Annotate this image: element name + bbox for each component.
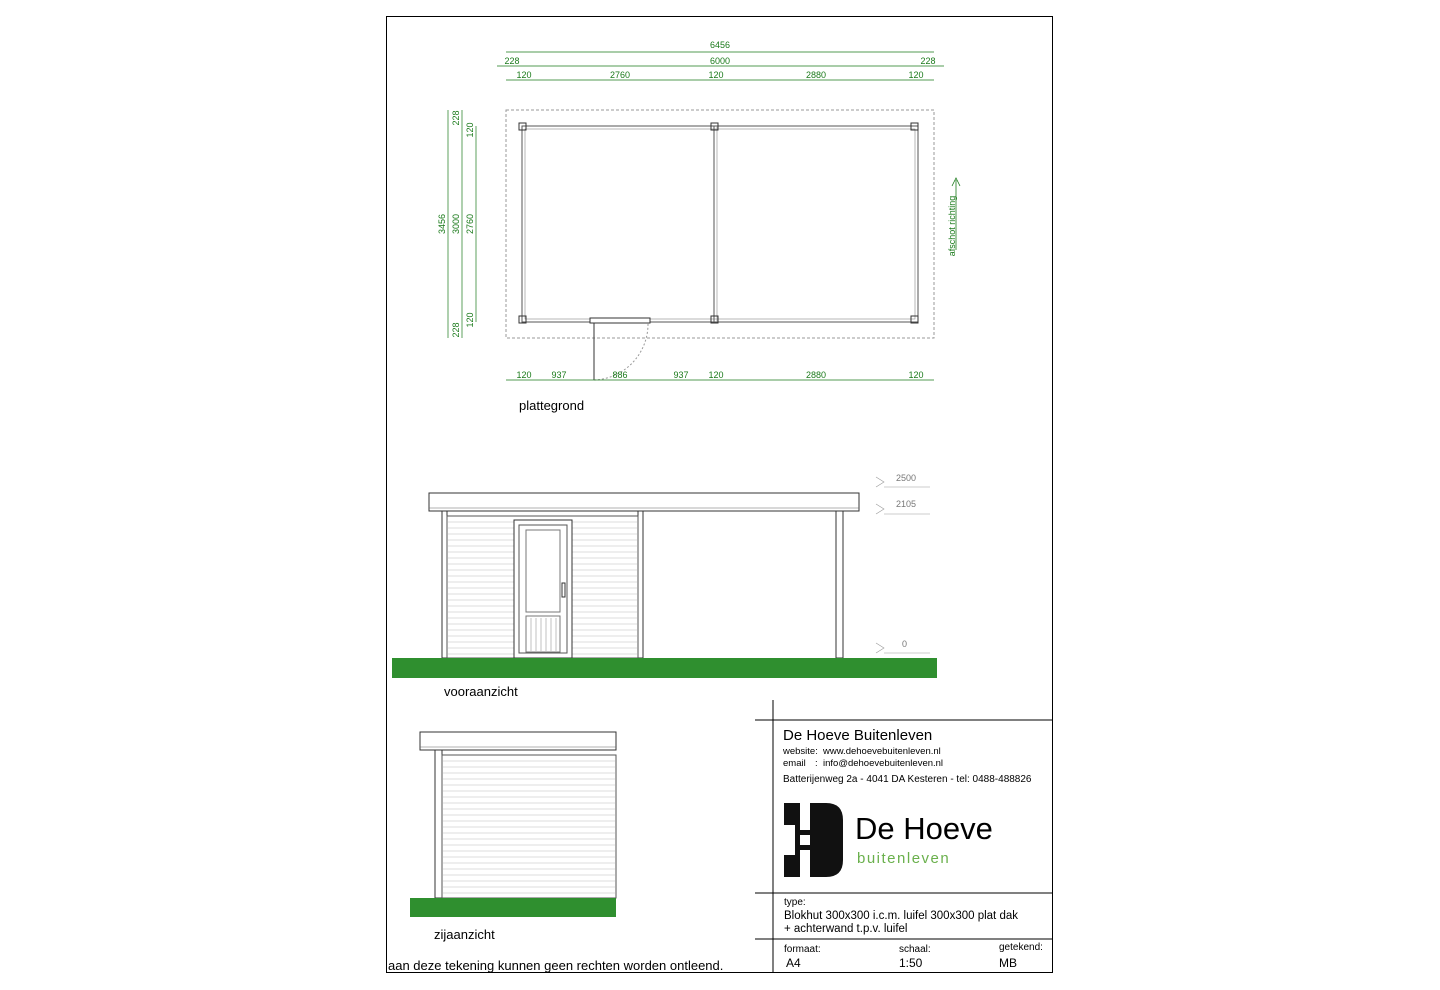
dim-bottom-part: 120 — [908, 370, 924, 380]
height-ground: 0 — [902, 639, 908, 649]
company-name: De Hoeve Buitenleven — [783, 727, 933, 744]
type-label: type: — [784, 897, 806, 908]
dim-top-part: 2880 — [805, 70, 827, 80]
website-link[interactable]: www.dehoevebuitenleven.nl — [823, 746, 941, 757]
email-label: email — [783, 758, 806, 769]
dim-overhang-right: 228 — [920, 56, 936, 66]
logo-subtext: buitenleven — [857, 850, 951, 867]
website-label: website: — [783, 746, 818, 757]
type-line-1: Blokhut 300x300 i.c.m. luifel 300x300 plat dak — [784, 910, 1018, 922]
dim-bottom-part: 937 — [673, 370, 689, 380]
dim-top-part: 120 — [908, 70, 924, 80]
front-view-title: vooraanzicht — [444, 684, 518, 699]
logo-mark — [784, 803, 843, 877]
front-view — [392, 473, 937, 678]
dim-left-small: 120 — [465, 122, 475, 138]
dim-left-small: 228 — [451, 110, 461, 126]
dim-bottom-part: 120 — [516, 370, 532, 380]
floor-plan — [437, 40, 960, 380]
dim-left-small: 120 — [465, 312, 475, 328]
side-view-title: zijaanzicht — [434, 927, 495, 942]
drawn-by-label: getekend: — [999, 942, 1043, 953]
height-roof: 2500 — [896, 473, 917, 483]
scale-label: schaal: — [899, 944, 931, 955]
dim-top-part: 120 — [516, 70, 532, 80]
dim-top-part: 2760 — [609, 70, 631, 80]
drawn-by-value: MB — [999, 956, 1017, 970]
dim-inner-depth: 3000 — [451, 213, 461, 235]
dim-bottom-part: 937 — [551, 370, 567, 380]
dim-overhang-left: 228 — [504, 56, 520, 66]
format-value: A4 — [786, 956, 801, 970]
grass-strip-side — [410, 898, 616, 917]
dim-bottom-part: 120 — [708, 370, 724, 380]
dim-total-width: 6456 — [709, 40, 731, 50]
dim-bottom-part: 886 — [612, 370, 628, 380]
format-label: formaat: — [784, 944, 821, 955]
dim-bottom-part: 2880 — [805, 370, 827, 380]
logo-text: De Hoeve — [855, 811, 993, 846]
dim-top-part: 120 — [708, 70, 724, 80]
dim-clear-depth: 2760 — [465, 213, 475, 235]
dim-left-small: 228 — [451, 322, 461, 338]
height-eave: 2105 — [896, 499, 917, 509]
plan-title: plattegrond — [519, 398, 585, 413]
dim-total-depth: 3456 — [437, 213, 447, 235]
slope-direction-label: afschot richting — [947, 195, 957, 257]
grass-strip — [392, 658, 937, 678]
scale-value: 1:50 — [899, 956, 923, 970]
email-link[interactable]: info@dehoevebuitenleven.nl — [823, 758, 944, 769]
email-separator: : — [815, 758, 818, 769]
type-line-2: + achterwand t.p.v. luifel — [784, 923, 908, 935]
dim-inner-width: 6000 — [709, 56, 731, 66]
disclaimer-text: aan deze tekening kunnen geen rechten worden ontleend. — [388, 958, 724, 973]
side-view — [410, 732, 616, 917]
company-address: Batterijenweg 2a - 4041 DA Kesteren - tel: 0488-488826 — [783, 774, 1032, 785]
